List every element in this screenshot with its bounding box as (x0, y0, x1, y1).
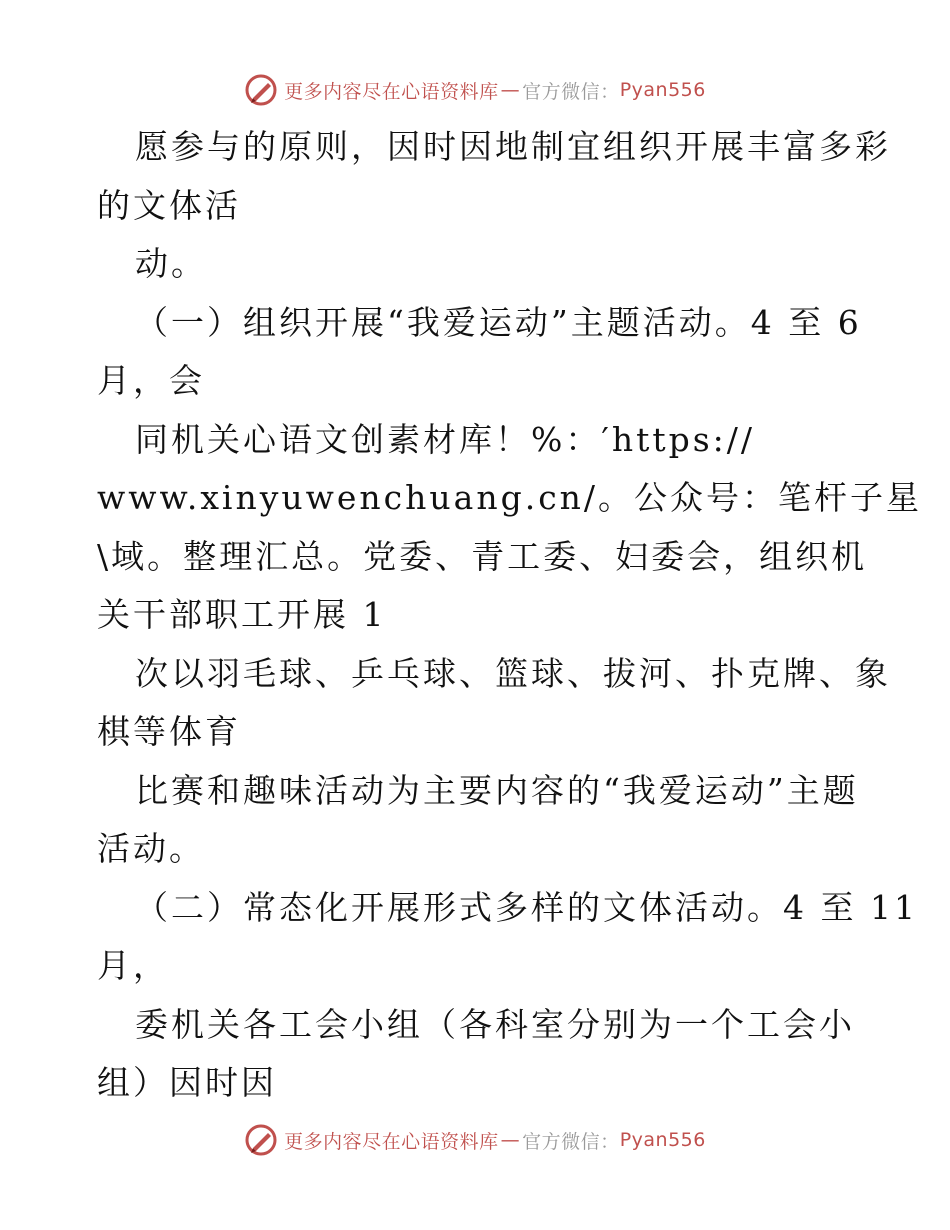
text-line: 棋等体育 (97, 712, 241, 751)
text-line: 关干部职工开展 1 (97, 595, 387, 634)
banner-official-label: 官方微信： (522, 80, 620, 103)
text-line: （一）组织开展“我爱运动”主题活动。4 至 6 (135, 302, 862, 342)
text-line: 月， (97, 946, 169, 985)
footer-banner (0, 1120, 950, 1160)
banner-main-text: 更多内容尽在心语资料库 (284, 80, 499, 103)
text-line: www.xinyuwenchuang.cn/。公众号：笔杆子星 (97, 478, 923, 517)
text-line: 比赛和趣味活动为主要内容的“我爱运动”主题 (135, 770, 859, 810)
text-line: 动。 (135, 244, 207, 283)
text-line: 月，会 (97, 361, 205, 400)
banner-separator: — (500, 1129, 521, 1151)
pen-logo-icon (244, 1123, 278, 1157)
text-line: 同机关心语文创素材库！%：′https:// (135, 419, 756, 459)
banner-official-label: 官方微信： (522, 1130, 620, 1153)
text-line: 组）因时因 (97, 1063, 277, 1102)
text-line: 委机关各工会小组（各科室分别为一个工会小 (135, 1004, 855, 1044)
text-line: （二）常态化开展形式多样的文体活动。4 至 11 (135, 887, 918, 927)
header-banner (0, 70, 950, 110)
banner-main-text: 更多内容尽在心语资料库 (284, 1130, 499, 1153)
pen-logo-icon (244, 73, 278, 107)
text-line: 的文体活 (97, 185, 241, 225)
banner-wechat-id: Pyan556 (619, 1129, 706, 1151)
banner-separator: — (500, 79, 521, 101)
text-line: \域。整理汇总。党委、青工委、妇委会，组织机 (97, 536, 868, 576)
text-line: 次以羽毛球、乒乓球、篮球、拔河、扑克牌、象 (135, 653, 891, 693)
text-line: 活动。 (97, 829, 205, 868)
text-line: 愿参与的原则，因时因地制宜组织开展丰富多彩 (135, 127, 891, 166)
document-body (97, 118, 923, 1113)
banner-wechat-id: Pyan556 (619, 79, 706, 101)
